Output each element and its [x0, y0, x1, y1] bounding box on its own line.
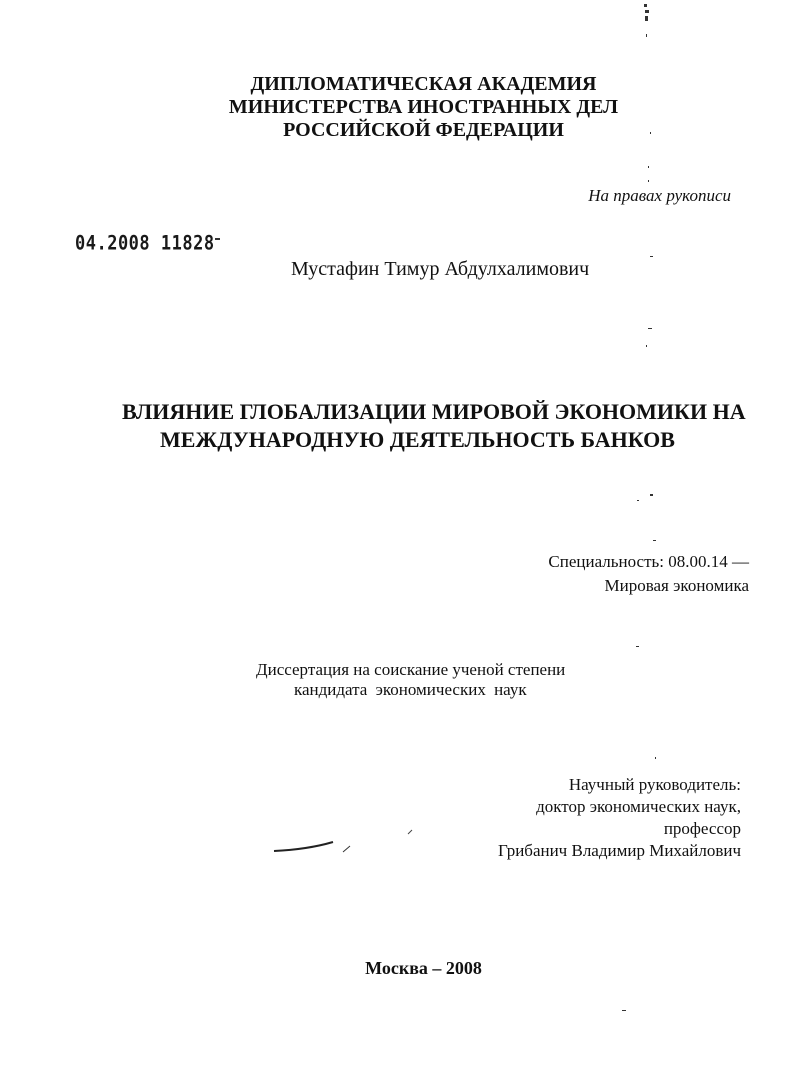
scan-dot: [653, 540, 656, 541]
signature-stroke: [408, 830, 412, 834]
supervisor-label: Научный руководитель:: [568, 775, 741, 794]
title-line-1: ВЛИЯНИЕ ГЛОБАЛИЗАЦИИ МИРОВОЙ ЭКОНОМИКИ НА: [122, 399, 746, 424]
dissertation-title: [0, 398, 797, 454]
scan-dot: [648, 328, 652, 329]
institution-header: [0, 73, 797, 142]
degree-line-2: кандидата экономических наук: [294, 680, 527, 699]
author-name: Мустафин Тимур Абдулхалимович: [291, 258, 590, 280]
header-line-3: РОССИЙСКОЙ ФЕДЕРАЦИИ: [283, 119, 564, 141]
specialty-code: Специальность: 08.00.14 —: [548, 552, 749, 571]
scan-dot: [215, 238, 220, 240]
scan-dot: [646, 34, 647, 37]
scan-dot: [650, 256, 653, 257]
scan-dot: [637, 500, 639, 501]
scan-dot: [645, 10, 649, 13]
header-line-1: ДИПЛОМАТИЧЕСКАЯ АКАДЕМИЯ: [250, 73, 597, 95]
specialty-name: Мировая экономика: [604, 576, 749, 595]
scan-dot: [645, 16, 648, 21]
degree-statement: [256, 660, 565, 700]
supervisor-name: Грибанич Владимир Михайлович: [497, 841, 741, 860]
scan-dot: [636, 646, 639, 647]
registration-stamp: 04.2008 11828: [75, 232, 215, 255]
specialty-block: [548, 550, 749, 598]
scan-dot: [648, 166, 649, 168]
title-line-2: МЕЖДУНАРОДНУЮ ДЕЯТЕЛЬНОСТЬ БАНКОВ: [160, 427, 675, 452]
place-and-year: [0, 958, 797, 979]
scan-dot: [648, 180, 649, 182]
manuscript-rights-note: На правах рукописи: [588, 186, 731, 205]
supervisor-rank: профессор: [663, 819, 741, 838]
scan-dot: [644, 4, 647, 7]
supervisor-block: [498, 774, 741, 862]
place-year-text: Москва – 2008: [365, 958, 482, 978]
scan-dot: [650, 494, 653, 496]
degree-line-1: Диссертация на соискание ученой степени: [256, 660, 566, 679]
scan-dot: [655, 757, 656, 759]
signature-stroke: [274, 842, 333, 851]
signature-stroke: [343, 846, 350, 852]
scan-dot: [622, 1010, 626, 1011]
scan-dot: [646, 345, 647, 347]
header-line-2: МИНИСТЕРСТВА ИНОСТРАННЫХ ДЕЛ: [228, 96, 619, 118]
supervisor-degree: доктор экономических наук,: [536, 797, 741, 816]
